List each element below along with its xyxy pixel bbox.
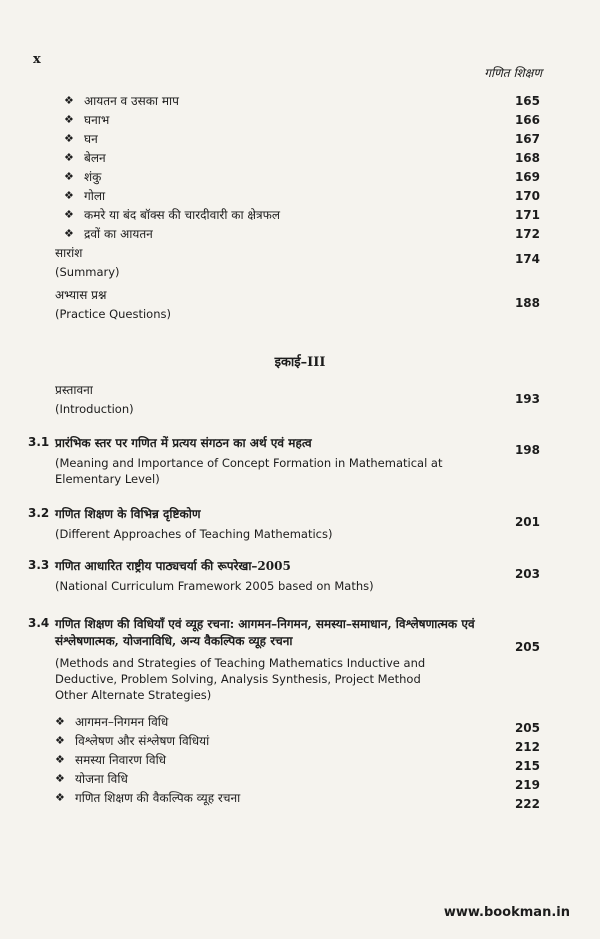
publisher-url: www.bookman.in bbox=[443, 905, 570, 920]
diamond-bullet-icon: ❖ bbox=[64, 227, 74, 240]
diamond-bullet-icon: ❖ bbox=[64, 151, 74, 164]
diamond-bullet-icon: ❖ bbox=[64, 113, 74, 126]
unit-heading: इकाई–III bbox=[274, 355, 326, 370]
page-number-roman: x bbox=[33, 52, 41, 67]
diamond-bullet-icon: ❖ bbox=[64, 189, 74, 202]
diamond-bullet-icon: ❖ bbox=[55, 791, 65, 804]
diamond-bullet-icon: ❖ bbox=[64, 208, 74, 221]
toc-page: x गणित शिक्षण ❖ आयतन व उसका माप 165 ❖ घनाभ 166 ❖ घन 167 ❖ बेलन 168 ❖ शंकु 169 ❖ गोला 170 ❖ कमरे या बंद बॉक्स की चारदीवारी का क्षेत्रफल 171 ❖ द्रवों का आयतन 172 सारांश 174 (Summary) अभ्यास प्रश्न 188 (Practice Questions) इकाई–III प्रस्तावना 193 (Introduction) 3.1 प्रारंभिक स्तर पर गणित में प्रत्यय संगठन का अर्थ एवं महत्व (Meaning and Importance of Concept Formation in Mathematical at Elementary Level) 198 3.2 गणित शिक्षण के विभिन्न दृष्टिकोण (Different Approaches of Teaching Mathematics) 201 3.3 गणित आधारित राष्ट्रीय पाठ्यचर्या की रूपरेखा–2005 (National Curriculum Framework 2005 based on Maths) 203 3.4 गणित शिक्षण की विधियाँ एवं व्यूह रचना: आगमन–निगमन, समस्या–समाधान, विश्लेषणात्मक एवं संश्लेषणात्मक, योजनाविधि, अन्य वैकल्पिक व्यूह रचना (Methods and Strategies of Teaching Mathematics Inductive and Deductive, Problem Solving, Analysis Synthesis, Project Method Other Alternate Strategies) 205 ❖ आगमन–निगमन विधि 205 ❖ विश्लेषण और संश्लेषण विधियां 212 ❖ समस्या निवारण विधि 215 ❖ योजना विधि 219 ❖ गणित शिक्षण की वैकल्पिक व्यूह रचना 222 www.bookman.in bbox=[0, 0, 600, 939]
diamond-bullet-icon: ❖ bbox=[64, 94, 74, 107]
diamond-bullet-icon: ❖ bbox=[55, 772, 65, 785]
diamond-bullet-icon: ❖ bbox=[64, 132, 74, 145]
diamond-bullet-icon: ❖ bbox=[64, 170, 74, 183]
diamond-bullet-icon: ❖ bbox=[55, 753, 65, 766]
diamond-bullet-icon: ❖ bbox=[55, 715, 65, 728]
running-header: गणित शिक्षण bbox=[484, 66, 542, 80]
diamond-bullet-icon: ❖ bbox=[55, 734, 65, 747]
